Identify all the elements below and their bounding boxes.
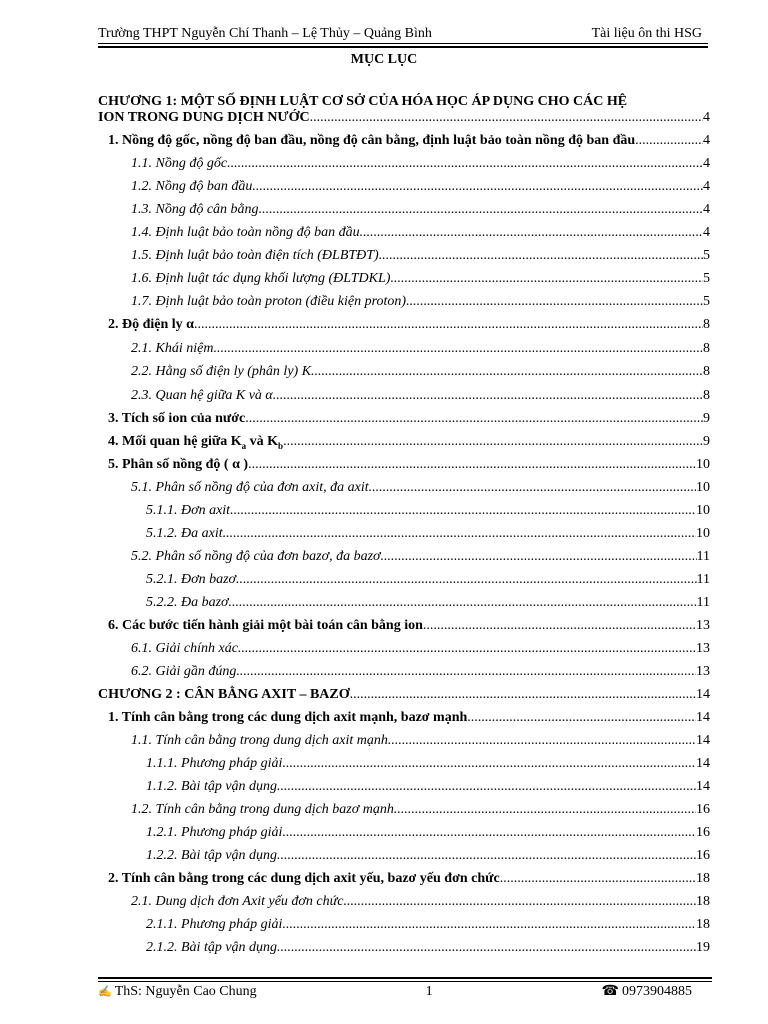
toc-entry-label: 1.1. Tính cân bằng trong dung dịch axit mạnh: [131, 733, 388, 748]
toc-chapter-1[interactable]: [98, 94, 710, 126]
toc-entry-label: 1.1. Nồng độ gốc: [131, 156, 228, 171]
page-header: [98, 22, 702, 42]
dot-leader: [230, 503, 696, 519]
dot-leader: [282, 756, 696, 772]
toc-page-number: 10: [696, 480, 710, 495]
dot-leader: [350, 687, 696, 703]
toc-entry[interactable]: [108, 133, 710, 149]
toc-page-number: 11: [696, 572, 710, 587]
toc-entry-label: CHƯƠNG 2 : CÂN BẰNG AXIT – BAZƠ: [98, 687, 350, 702]
toc-entry-label: 1.7. Định luật bảo toàn proton (điều kiện proton): [131, 294, 407, 309]
toc-page-number: 9: [703, 434, 710, 449]
toc-entry[interactable]: [146, 825, 710, 841]
toc-entry-label: 5.1.2. Đa axit: [146, 526, 223, 541]
toc-entry[interactable]: [131, 202, 710, 218]
header-rule-thick: [98, 46, 708, 48]
toc-entry-label: 2. Độ điện ly α: [108, 317, 194, 332]
dot-leader: [252, 179, 703, 195]
dot-leader: [223, 526, 696, 542]
toc-page-number: 4: [703, 202, 710, 217]
toc-page-number: 14: [696, 687, 710, 702]
dot-leader: [394, 802, 696, 818]
dot-leader: [381, 549, 697, 565]
toc-page-number: 14: [696, 779, 710, 794]
toc-entry[interactable]: [131, 733, 710, 749]
toc-entry-label: 2.1. Dung dịch đơn Axit yếu đơn chức: [131, 894, 344, 909]
header-school: Trường THPT Nguyễn Chí Thanh – Lệ Thủy – Quảng Bình: [98, 26, 432, 41]
toc-entry-label: 2.1. Khái niệm: [131, 341, 214, 356]
toc-entry[interactable]: [131, 341, 710, 357]
toc-page-number: 8: [703, 364, 710, 379]
toc-page-number: 4: [703, 156, 710, 171]
toc-page-number: 19: [696, 940, 710, 955]
toc-page-number: 14: [696, 733, 710, 748]
toc-entry[interactable]: [146, 940, 710, 956]
toc-entry[interactable]: [131, 480, 710, 496]
toc-page-number: 4: [703, 133, 710, 148]
toc-entry[interactable]: [146, 756, 710, 772]
toc-entry-label: 1.2.2. Bài tập vận dụng: [146, 848, 278, 863]
toc-entry[interactable]: [146, 595, 710, 611]
footer-author: ThS: Nguyễn Cao Chung: [114, 983, 257, 999]
dot-leader: [227, 156, 703, 172]
toc-entry[interactable]: [131, 664, 710, 680]
toc-page-number: 13: [696, 664, 710, 679]
dot-leader: [360, 225, 703, 241]
toc-entry-label: 3. Tích số ion của nước: [108, 411, 246, 426]
footer-rule-thick: [98, 977, 712, 979]
toc-entry[interactable]: [108, 317, 710, 333]
toc-page-number: 11: [696, 549, 710, 564]
toc-entry-label: 5.2.2. Đa bazơ: [146, 595, 229, 610]
toc-entry[interactable]: [131, 894, 710, 910]
toc-entry-label: 1.2. Tính cân bằng trong dung dịch bazơ mạnh: [131, 802, 394, 817]
dot-leader: [388, 733, 696, 749]
dot-leader: [635, 133, 703, 149]
toc-entry[interactable]: [108, 871, 710, 887]
dot-leader: [236, 664, 696, 680]
dot-leader: [248, 457, 696, 473]
toc-page-number: 18: [696, 871, 710, 886]
toc-entry-label: 2.1.2. Bài tập vận dụng: [146, 940, 278, 955]
toc-entry[interactable]: [131, 271, 710, 287]
toc-entry-label: 1. Tính cân bằng trong các dung dịch axit mạnh, bazơ mạnh: [108, 710, 468, 725]
dot-leader: [500, 871, 696, 887]
toc-entry[interactable]: [146, 779, 710, 795]
toc-entry[interactable]: [108, 411, 710, 427]
toc-page-number: 5: [703, 271, 710, 286]
toc-entry-label: 5. Phân số nồng độ ( α ): [108, 457, 249, 472]
toc-page-number: 13: [696, 618, 710, 633]
toc-entry-label: 1.2.1. Phương pháp giải: [146, 825, 283, 840]
toc-entry-label: 2. Tính cân bằng trong các dung dịch axit yếu, bazơ yếu đơn chức: [108, 871, 500, 886]
toc-entry[interactable]: [146, 917, 710, 933]
dot-leader: [194, 317, 703, 333]
dot-leader: [282, 825, 696, 841]
toc-entry-label: 5.2. Phân số nồng độ của đơn bazơ, đa bazơ: [131, 549, 381, 564]
toc-page-number: 4: [703, 225, 710, 240]
toc-page-number: 8: [703, 388, 710, 403]
pen-hand-icon: ✍: [98, 986, 112, 998]
toc-entry-label: 2.2. Hằng số điện ly (phân ly) K: [131, 364, 312, 379]
page-title: MỤC LỤC: [350, 52, 418, 67]
toc-page-number: 8: [703, 317, 710, 332]
toc-page-number: 16: [696, 848, 710, 863]
toc-entry[interactable]: [146, 503, 710, 519]
toc-entry-label: 1.5. Định luật bảo toàn điện tích (ĐLBTĐT): [131, 248, 379, 263]
dot-leader: [379, 248, 703, 264]
toc-page-number: 9: [703, 411, 710, 426]
dot-leader: [259, 202, 703, 218]
toc-page-number: 14: [696, 756, 710, 771]
dot-leader: [311, 364, 703, 380]
toc-entry[interactable]: [131, 179, 710, 195]
header-doc-title: Tài liệu ôn thi HSG: [591, 26, 702, 41]
toc-page-number: 8: [703, 341, 710, 356]
toc-page-number: 10: [696, 503, 710, 518]
label-part: và K: [246, 434, 279, 449]
toc-entry[interactable]: [108, 434, 710, 451]
dot-leader: [229, 595, 697, 611]
toc-page-number: 13: [696, 641, 710, 656]
dot-leader: [277, 779, 696, 795]
footer-page-number: 1: [425, 983, 433, 999]
dot-leader: [406, 294, 703, 310]
toc-page-number: 4: [703, 110, 710, 125]
dot-leader: [277, 848, 696, 864]
subscript-b: b: [278, 440, 284, 451]
toc-entry-label: 1.3. Nồng độ cân bằng: [131, 202, 259, 217]
page-footer: [98, 983, 692, 1000]
dot-leader: [423, 618, 696, 634]
toc-page-number: 10: [696, 526, 710, 541]
toc-page-number: 16: [696, 802, 710, 817]
toc-entry-label: 1.1.2. Bài tập vận dụng: [146, 779, 278, 794]
toc-page-number: 18: [696, 917, 710, 932]
footer-phone: 0973904885: [621, 983, 692, 999]
toc-entry[interactable]: [131, 248, 710, 264]
toc-page-number: 18: [696, 894, 710, 909]
toc-entry-label: 2.1.1. Phương pháp giải: [146, 917, 283, 932]
dot-leader: [238, 641, 696, 657]
dot-leader: [213, 341, 703, 357]
label-part: 4. Mối quan hệ giữa K: [108, 434, 242, 449]
toc-entry[interactable]: [131, 641, 710, 657]
dot-leader: [277, 940, 696, 956]
toc-entry-label: 5.2.1. Đơn bazơ: [146, 572, 237, 587]
toc-entry-label: 1.1.1. Phương pháp giải: [146, 756, 283, 771]
toc-entry[interactable]: [146, 848, 710, 864]
toc-entry-label: 2.3. Quan hệ giữa K và α: [131, 388, 273, 403]
toc-entry[interactable]: [131, 364, 710, 380]
toc-entry-label: [108, 434, 283, 451]
toc-page-number: 4: [703, 179, 710, 194]
toc-entry[interactable]: [131, 156, 710, 172]
toc-page-number: 14: [696, 710, 710, 725]
telephone-icon: ☎: [601, 984, 619, 999]
dot-leader: [245, 411, 703, 427]
toc-entry-label: 1.2. Nồng độ ban đầu: [131, 179, 253, 194]
toc-entry-label: 5.1. Phân số nồng độ của đơn axit, đa axit: [131, 480, 369, 495]
dot-leader: [236, 572, 697, 588]
chapter-1-title-line1: CHƯƠNG 1: MỘT SỐ ĐỊNH LUẬT CƠ SỞ CỦA HÓA HỌC ÁP DỤNG CHO CÁC HỆ: [98, 94, 628, 109]
toc-entry-label: 6. Các bước tiến hành giải một bài toán cân bằng ion: [108, 618, 423, 633]
dot-leader: [310, 110, 703, 126]
dot-leader: [273, 388, 703, 404]
toc-page-number: 11: [696, 595, 710, 610]
dot-leader: [369, 480, 696, 496]
toc-entry[interactable]: [131, 549, 710, 565]
dot-leader: [283, 434, 703, 450]
toc-entry[interactable]: [146, 572, 710, 588]
toc-entry-label: 1.6. Định luật tác dụng khối lượng (ĐLTDKL): [131, 271, 391, 286]
toc-entry[interactable]: [146, 526, 710, 542]
toc-chapter-2[interactable]: [98, 687, 710, 703]
dot-leader: [282, 917, 696, 933]
toc-entry[interactable]: [108, 618, 710, 634]
toc-entry-label: 5.1.1. Đơn axit: [146, 503, 231, 518]
toc-page-number: 5: [703, 248, 710, 263]
toc-entry-label: 1.4. Định luật bảo toàn nồng độ ban đầu: [131, 225, 360, 240]
subscript-a: a: [241, 440, 247, 451]
dot-leader: [467, 710, 696, 726]
toc-entry[interactable]: [108, 457, 710, 473]
toc-entry[interactable]: [131, 388, 710, 404]
toc-page-number: 5: [703, 294, 710, 309]
toc-entry[interactable]: [131, 225, 710, 241]
toc-entry[interactable]: [131, 802, 710, 818]
dot-leader: [343, 894, 696, 910]
footer-rule: [98, 981, 712, 982]
toc-page-number: 10: [696, 457, 710, 472]
chapter-1-title-line2: ION TRONG DUNG DỊCH NƯỚC: [98, 110, 310, 125]
toc-entry[interactable]: [131, 294, 710, 310]
toc-entry-label: 1. Nồng độ gốc, nồng độ ban đầu, nồng độ cân bằng, định luật bảo toàn nồng độ ban đầu: [108, 133, 636, 148]
header-rule: [98, 43, 708, 44]
dot-leader: [390, 271, 703, 287]
toc-entry[interactable]: [108, 710, 710, 726]
toc-page-number: 16: [696, 825, 710, 840]
toc-entry-label: 6.1. Giải chính xác: [131, 641, 238, 656]
toc-entry-label: 6.2. Giải gần đúng: [131, 664, 237, 679]
